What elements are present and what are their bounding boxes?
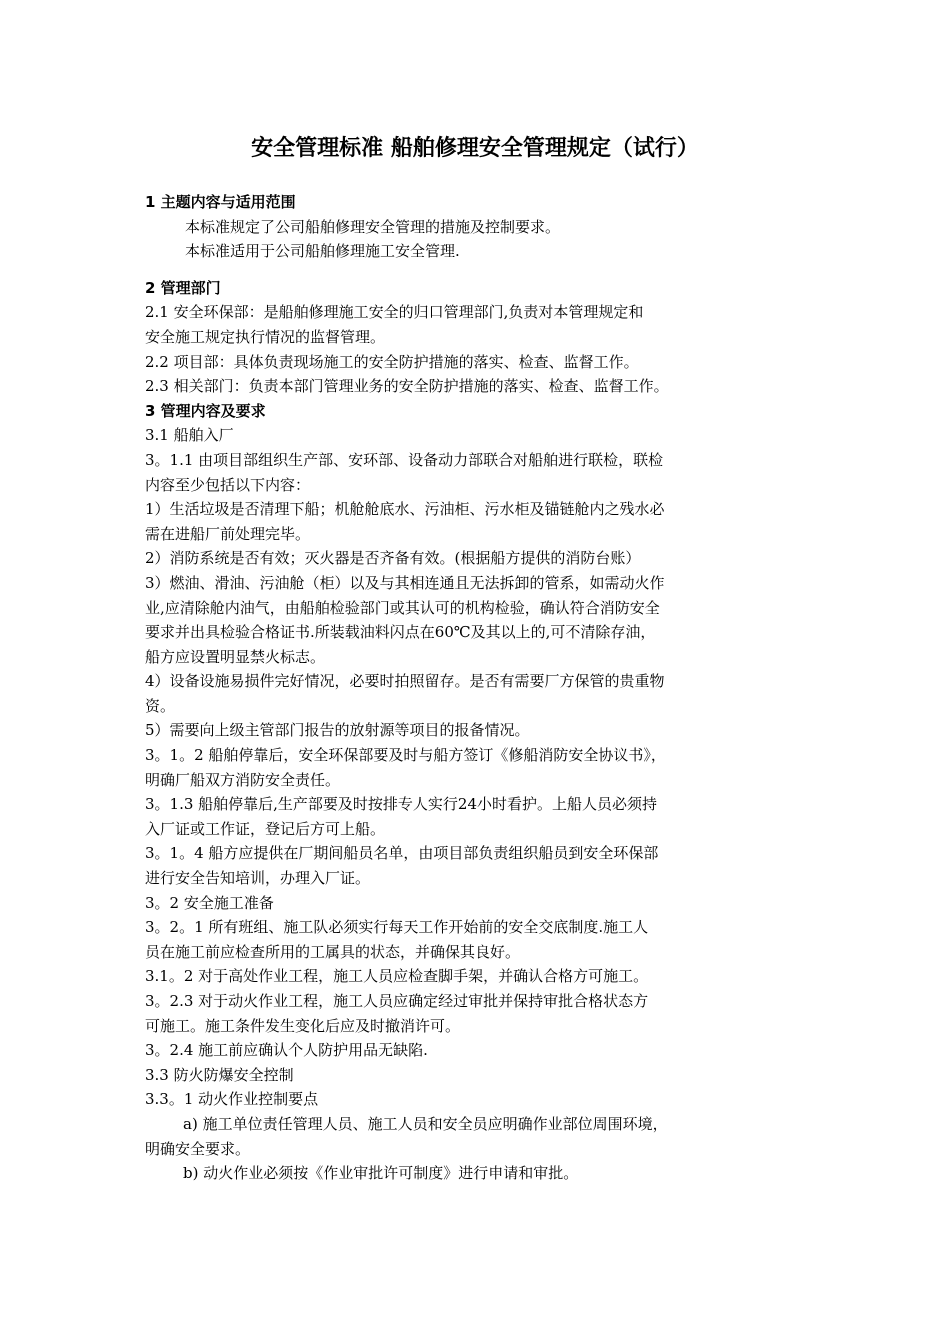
paragraph-line: 3.1 船舶入厂 [145, 426, 234, 445]
paragraph-line: 要求并出具检验合格证书.所装载油料闪点在60℃及其以上的,可不清除存油， [145, 623, 656, 642]
paragraph-line: 可施工。施工条件发生变化后应及时撤消许可。 [145, 1016, 461, 1035]
paragraph-line: 3.3。1 动火作业控制要点 [145, 1090, 319, 1109]
paragraph-line: 明确厂船双方消防安全责任。 [145, 770, 341, 789]
paragraph-line: 3。2 安全施工准备 [145, 893, 274, 912]
paragraph-line: 3）燃油、滑油、污油舱（柜）以及与其相连通且无法拆卸的管系，如需动火作 [145, 573, 665, 592]
section-heading: 2 管理部门 [145, 278, 221, 297]
section-heading: 1 主题内容与适用范围 [145, 193, 296, 211]
document-title: 安全管理标准 船舶修理安全管理规定（试行） [251, 136, 699, 161]
paragraph-line: 3.3 防火防爆安全控制 [145, 1065, 294, 1084]
paragraph-line: 本标准适用于公司船舶修理施工安全管理. [185, 242, 460, 261]
paragraph-line: 内容至少包括以下内容： [145, 475, 311, 494]
paragraph-line: 需在进船厂前处理完毕。 [145, 524, 311, 543]
paragraph-line: 2）消防系统是否有效；灭火器是否齐备有效。(根据船方提供的消防台账） [145, 549, 641, 568]
paragraph-line: 进行安全告知培训，办理入厂证。 [145, 869, 371, 888]
paragraph-line: 员在施工前应检查所用的工属具的状态，并确保其良好。 [145, 942, 521, 961]
paragraph-line: 明确安全要求。 [145, 1139, 251, 1158]
paragraph-line: 3。1。4 船方应提供在厂期间船员名单，由项目部负责组织船员到安全环保部 [145, 844, 659, 863]
paragraph-line: 本标准规定了公司船舶修理安全管理的措施及控制要求。 [185, 217, 561, 236]
section-heading: 3 管理内容及要求 [145, 401, 266, 420]
paragraph-line: 2.1 安全环保部：是船舶修理施工安全的归口管理部门,负责对本管理规定和 [145, 303, 644, 322]
paragraph-line: 入厂证或工作证，登记后方可上船。 [145, 819, 386, 838]
paragraph-line: 安全施工规定执行情况的监督管理。 [145, 327, 386, 346]
paragraph-line: 2.3 相关部门：负责本部门管理业务的安全防护措施的落实、检查、监督工作。 [145, 377, 669, 396]
paragraph-line: 3。2.4 施工前应确认个人防护用品无缺陷. [145, 1041, 428, 1060]
paragraph-line: 1）生活垃圾是否清理下船；机舱舱底水、污油柜、污水柜及锚链舱内之残水必 [145, 500, 665, 519]
paragraph-line: 5）需要向上级主管部门报告的放射源等项目的报备情况。 [145, 721, 530, 740]
paragraph-line: 2.2 项目部：具体负责现场施工的安全防护措施的落实、检查、监督工作。 [145, 352, 639, 371]
paragraph-line: 船方应设置明显禁火标志。 [145, 647, 326, 666]
spacer [145, 264, 825, 276]
paragraph-line: 4）设备设施易损件完好情况，必要时拍照留存。是否有需要厂方保管的贵重物 [145, 672, 665, 691]
paragraph-line: 3。2。1 所有班组、施工队必须实行每天工作开始前的安全交底制度.施工人 [145, 918, 649, 937]
paragraph-line: 资。 [145, 696, 176, 715]
paragraph-line: 3。1。2 船舶停靠后，安全环保部要及时与船方签订《修船消防安全协议书》， [145, 746, 666, 765]
paragraph-line: a) 施工单位责任管理人员、施工人员和安全员应明确作业部位周围环境， [183, 1114, 668, 1133]
paragraph-line: 3.1。2 对于高处作业工程，施工人员应检查脚手架，并确认合格方可施工。 [145, 967, 649, 986]
paragraph-line: 3。1.3 船舶停靠后,生产部要及时按排专人实行24小时看护。上船人员必须持 [145, 795, 658, 814]
document-body [145, 190, 825, 1186]
paragraph-line: 业,应清除舱内油气，由船舶检验部门或其认可的机构检验，确认符合消防安全 [145, 598, 660, 617]
paragraph-line: b) 动火作业必须按《作业审批许可制度》进行申请和审批。 [183, 1164, 579, 1183]
paragraph-line: 3。2.3 对于动火作业工程，施工人员应确定经过审批并保持审批合格状态方 [145, 992, 649, 1010]
paragraph-line: 3。1.1 由项目部组织生产部、安环部、设备动力部联合对船舶进行联检，联检 [145, 450, 664, 469]
